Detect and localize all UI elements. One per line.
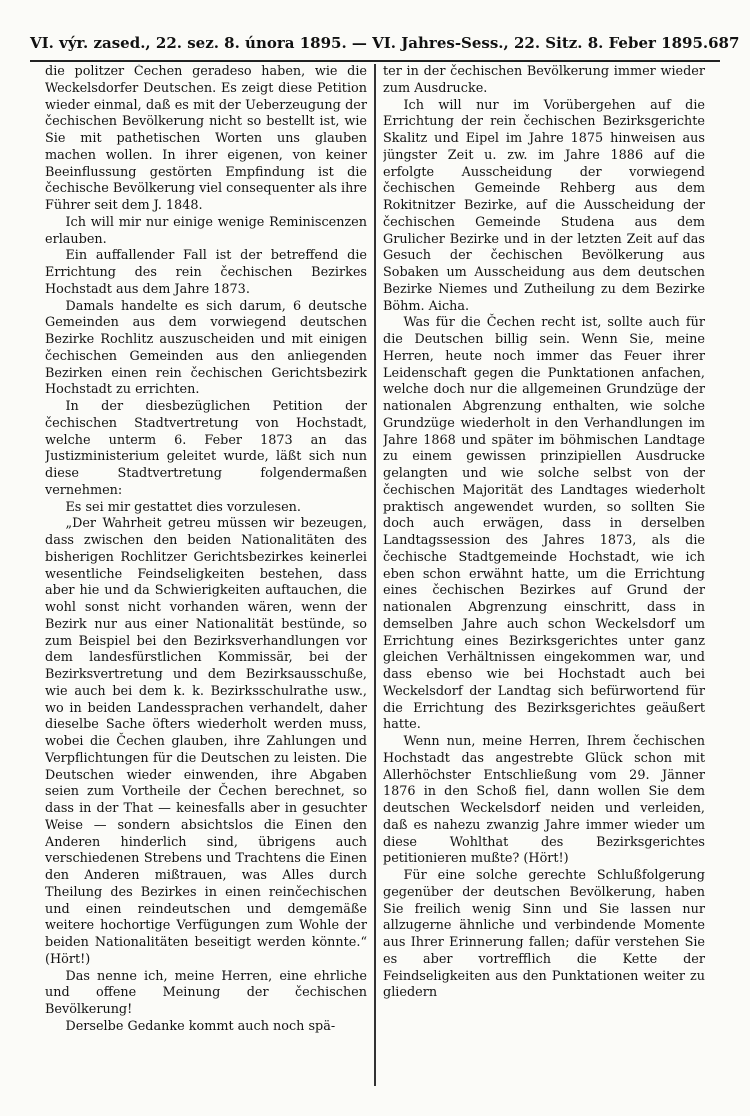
paragraph: Wenn nun, meine Herren, Ihrem čechischen Hochstadt das angestrebte Glück schon mit Allerhöchster Entschließung vom 29. Jänner 1876 in den Schoß fiel, dann wollen Sie dem deutschen Weckelsdorf neiden und verleiden, daß es nahezu zwanzig Jahre immer wieder um diese Wohlthat des Bezirksgerichtes petitionieren mußte? (Hört!) — [383, 734, 705, 867]
paragraph: Das nenne ich, meine Herren, eine ehrliche und offene Meinung der čechischen Bevölkerung! — [45, 968, 367, 1017]
paragraph: Damals handelte es sich darum, 6 deutsche Gemeinden aus dem vorwiegend deutschen Bezirke Rochlitz auszuscheiden und mit einigen čechischen Gemeinden aus den anliegenden Bezirken einen rein čechischen Gerichtsbezirk Hochstadt zu errichten. — [45, 298, 367, 398]
column-divider — [374, 64, 376, 1086]
paragraph: Es sei mir gestattet dies vorzulesen. — [65, 499, 301, 515]
left-column — [45, 64, 367, 1036]
header-rule — [30, 60, 720, 62]
paragraph: Ein auffallender Fall ist der betreffend die Errichtung des rein čechischen Bezirkes Hochstadt aus dem Jahre 1873. — [45, 248, 367, 297]
paragraph: Derselbe Gedanke kommt auch noch spä- — [65, 1018, 336, 1034]
paragraph: In der diesbezüglichen Petition der čechischen Stadtvertretung von Hochstadt, welche unterm 6. Feber 1873 an das Justizministerium geleitet wurde, läßt sich nun diese Stadtvertretung folgendermaßen vernehmen: — [45, 399, 367, 498]
paragraph: „Der Wahrheit getreu müssen wir bezeugen, dass zwischen den beiden Nationalitäten des bisherigen Rochlitzer Gerichtsbezirkes keinerlei wesentliche Feindseligkeiten bestehen, dass aber hie und da Schwierigkeiten auftauchen, die wohl sonst nicht vorhanden wären, wenn der Bezirk nur aus einer Nationalität bestünde, so zum Beispiel bei den Bezirksverhandlungen vor dem landesfürstlichen Kommissär, bei der Bezirksvertretung und dem Bezirksausschuße, wie auch bei dem k. k. Bezirksschulrathe usw., wo in beiden Landessprachen verhandelt, daher dieselbe Sache öfters wiederholt werden muss, wobei die Čechen glauben, ihre Zahlungen und Verpflichtungen für die Deutschen zu leisten. Die Deutschen wieder einwenden, ihre Abgaben seien zum Vortheile der Čechen berechnet, so dass in der That — keinesfalls aber in gesuchter Weise — sondern absichtslos die Einen den Anderen hinderlich sind, übrigens auch verschiedenen Strebens und Trachtens die Einen den Anderen mißtrauen, was Alles durch Theilung des Bezirkes in einen reinčechischen und einen reindeutschen und demgemäße weitere hochortige Verfügungen zum Wohle der beiden Nationalitäten beseitigt werden könnte.“ (Hört!) — [45, 516, 367, 967]
running-head: VI. výr. zased., 22. sez. 8. února 1895. — VI. Jahres-Sess., 22. Sitz. 8. Feber 1895. — [30, 34, 709, 52]
paragraph: die politzer Čechen geradeso haben, wie die Weckelsdorfer Deutschen. Es zeigt diese Petition wieder einmal, daß es mit der Ueberzeugung der čechischen Bevölkerung nicht so bestellt ist, wie Sie mit pathetischen Worten uns glauben machen wollen. In ihrer eigenen, von keiner Beeinflussung gestörten Empfindung ist die čechische Bevölkerung viel consequenter als ihre Führer seit dem J. 1848. — [45, 64, 367, 213]
paragraph: Ich will nur im Vorübergehen auf die Errichtung der rein čechischen Bezirksgerichte Skalitz und Eipel im Jahre 1875 hinweisen aus jüngster Zeit u. zw. im Jahre 1886 auf die erfolgte Ausscheidung der vorwiegend čechischen Gemeinde Rehberg aus dem Rokitnitzer Bezirke, auf die Ausscheidung der čechischen Gemeinde Studena aus dem Grulicher Bezirke und in der letzten Zeit auf das Gesuch der čechischen Bevölkerung aus Sobaken um Ausscheidung aus dem deutschen Bezirke Niemes und Zutheilung zu dem Bezirke Böhm. Aicha. — [383, 97, 705, 314]
paragraph: ter in der čechischen Bevölkerung immer wieder zum Ausdrucke. — [383, 64, 705, 96]
right-column — [383, 64, 705, 1002]
paragraph: Was für die Čechen recht ist, sollte auch für die Deutschen billig sein. Wenn Sie, meine Herren, heute noch immer das Feuer ihrer Leidenschaft gegen die Punktationen anfachen, welche doch nur die allgemeinen Grundzüge der nationalen Abgrenzung enthalten, wie solche Grundzüge wiederholt in den Verhandlungen im Jahre 1868 und später im böhmischen Landtage zu einem gewissen prinzipiellen Ausdrucke gelangten und wie solche selbst von der čechischen Majorität des Landtages wiederholt praktisch angewendet wurden, so sollten Sie doch auch erwägen, dass in derselben Landtagssession des Jahres 1873, als die čechische Stadtgemeinde Hochstadt, wie ich eben schon erwähnt hatte, um die Errichtung eines čechischen Bezirkes auf Grund der nationalen Abgrenzung einschritt, dass in demselben Jahre auch schon Weckelsdorf um Errichtung eines Bezirksgerichtes unter ganz gleichen Verhältnissen eingekommen war, und dass ebenso wie bei Hochstadt auch bei Weckelsdorf der Landtag sich befürwortend für die Errichtung des Bezirksgerichtes geäußert hatte. — [383, 315, 705, 733]
paragraph: Für eine solche gerechte Schlußfolgerung gegenüber der deutschen Bevölkerung, haben Sie freilich wenig Sinn und Sie lassen nur allzugerne ähnliche und verbindende Momente aus Ihrer Erinnerung fallen; dafür verstehen Sie es aber vortrefflich die Kette der Feindseligkeiten aus den Punktationen weiter zu gliedern — [383, 868, 705, 1001]
page-number: 687 — [708, 34, 740, 52]
paragraph: Ich will mir nur einige wenige Reminiscenzen erlauben. — [45, 214, 367, 247]
page-header — [30, 30, 740, 56]
